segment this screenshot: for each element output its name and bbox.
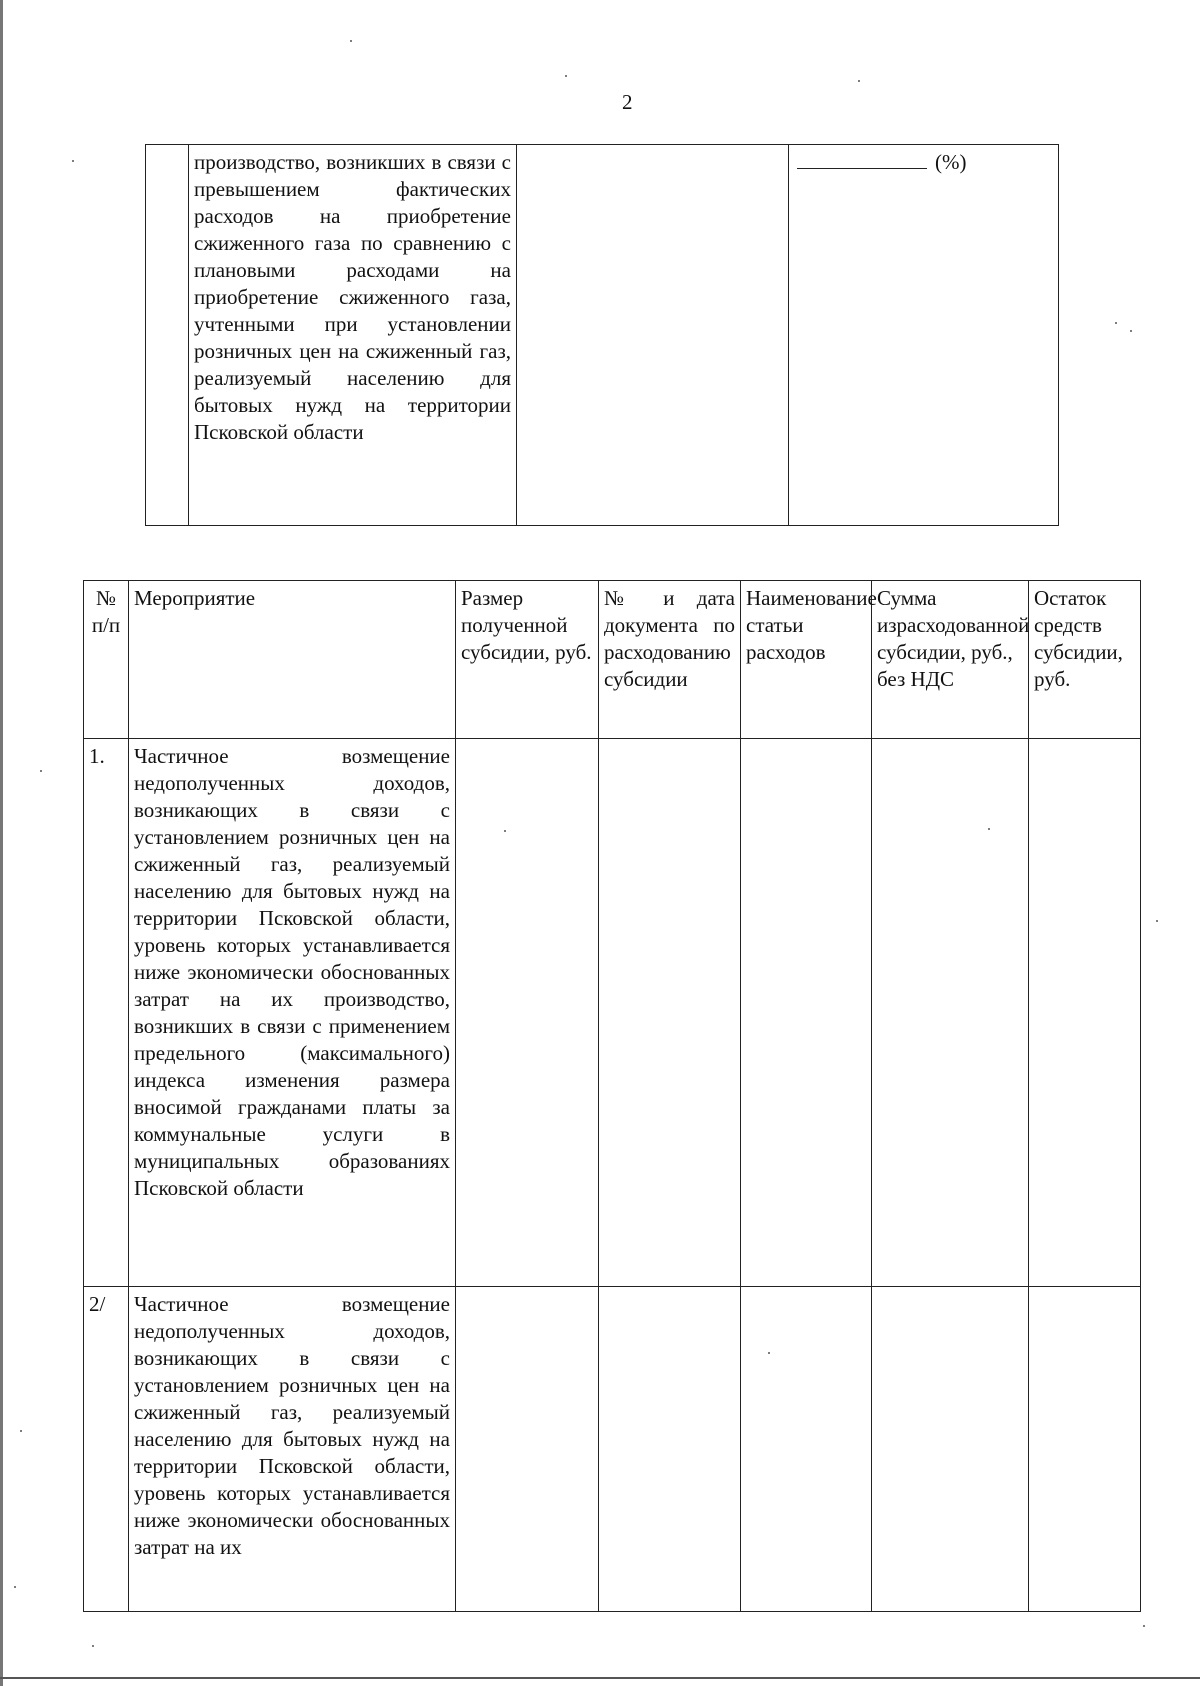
empty-cell <box>872 1287 1029 1612</box>
header-received-subsidy: Размер полученной субсидии, руб. <box>456 581 599 739</box>
header-num: № п/п <box>84 581 129 739</box>
scan-speck <box>1156 920 1158 922</box>
scan-speck <box>858 80 860 82</box>
subsidy-report-table <box>83 580 1141 1612</box>
scan-bottom-edge <box>0 1677 1200 1679</box>
scan-speck <box>92 1645 94 1647</box>
header-row <box>84 581 1141 739</box>
header-balance: Остаток средств субсидии, руб. <box>1029 581 1141 739</box>
scan-speck <box>1143 1625 1145 1627</box>
continuation-row <box>146 145 1059 526</box>
scan-speck <box>988 828 990 830</box>
row-activity: Частичное возмещение недополученных доходов, возникающих в связи с установлением розничных цен на сжиженный газ, реализуемый населению для бытовых нужд на территории Псковской области, уровень которых устанавливается ниже экономически обоснованных затрат на их производство, возникших в связи с применением предельного (максимального) индекса изменения размера вносимой гражданами платы за коммунальные услуги в муниципальных образованиях Псковской области <box>129 739 456 1287</box>
scan-speck <box>40 770 42 772</box>
empty-cell <box>741 1287 872 1612</box>
empty-cell <box>146 145 189 526</box>
empty-cell <box>1029 1287 1141 1612</box>
header-document: № и дата документа по расходованию субсидии <box>599 581 741 739</box>
scan-speck <box>504 830 506 832</box>
scan-left-edge <box>0 0 3 1686</box>
scan-speck <box>565 75 567 77</box>
empty-cell <box>456 1287 599 1612</box>
blank-line <box>797 150 927 169</box>
empty-cell <box>599 739 741 1287</box>
row-number: 2/ <box>84 1287 129 1612</box>
percent-label: (%) <box>935 150 967 174</box>
scan-speck <box>1130 330 1132 332</box>
empty-cell <box>456 739 599 1287</box>
percent-cell <box>789 145 1059 526</box>
row-number: 1. <box>84 739 129 1287</box>
header-activity: Мероприятие <box>129 581 456 739</box>
empty-cell <box>872 739 1029 1287</box>
empty-cell <box>599 1287 741 1612</box>
page-number: 2 <box>622 90 633 114</box>
scan-speck <box>20 1430 22 1432</box>
empty-cell <box>741 739 872 1287</box>
scan-speck <box>1115 322 1117 324</box>
scan-speck <box>72 160 74 162</box>
header-expense-item: Наименование статьи расходов <box>741 581 872 739</box>
table-row <box>84 1287 1141 1612</box>
empty-cell <box>1029 739 1141 1287</box>
row-activity: Частичное возмещение недополученных доходов, возникающих в связи с установлением розничных цен на сжиженный газ, реализуемый населению для бытовых нужд на территории Псковской области, уровень которых устанавливается ниже экономически обоснованных затрат на их <box>129 1287 456 1612</box>
continuation-table <box>145 144 1059 526</box>
scan-speck <box>768 1352 770 1354</box>
header-spent-amount: Сумма израсходованной субсидии, руб., без НДС <box>872 581 1029 739</box>
table-row <box>84 739 1141 1287</box>
scan-speck <box>350 40 352 42</box>
scan-speck <box>14 1586 16 1588</box>
empty-cell <box>517 145 789 526</box>
continued-activity-text: производство, возникших в связи с превышением фактических расходов на приобретение сжиженного газа по сравнению с плановыми расходами на приобретение сжиженного газа, учтенными при установлении розничных цен на сжиженный газ, реализуемый населению для бытовых нужд на территории Псковской области <box>189 145 517 526</box>
